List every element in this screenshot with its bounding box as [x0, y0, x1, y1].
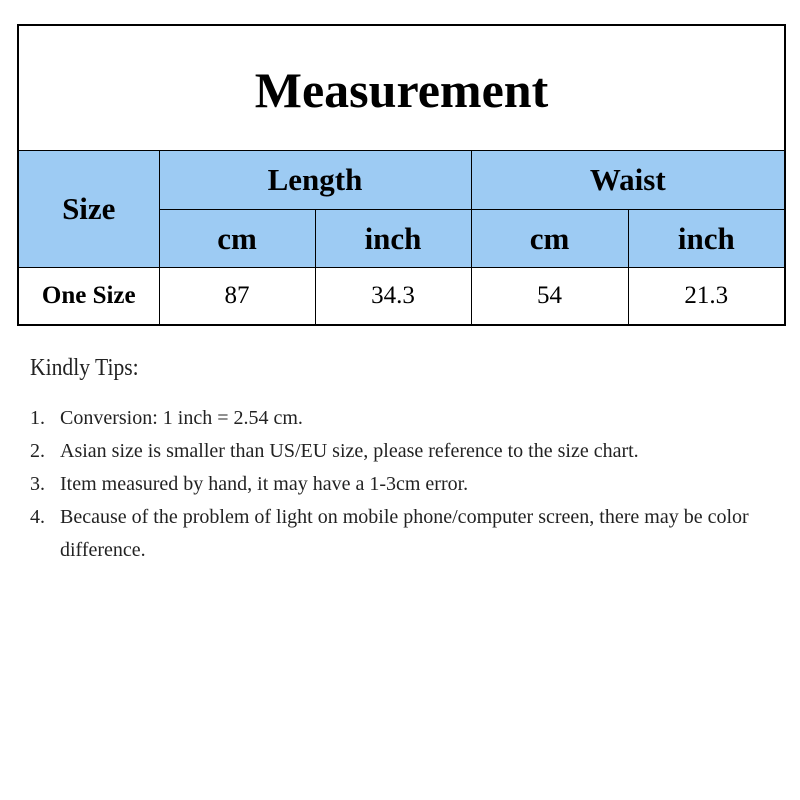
waist-cm-header: cm — [471, 210, 628, 268]
tip-text: Conversion: 1 inch = 2.54 cm. — [60, 407, 303, 429]
size-column-header: Size — [18, 151, 159, 268]
tip-text: Item measured by hand, it may have a 1-3cm error. — [60, 473, 469, 495]
title-row — [18, 25, 785, 151]
tips-section — [30, 355, 770, 567]
size-label-cell: One Size — [18, 268, 159, 326]
waist-inch-cell: 21.3 — [628, 268, 785, 326]
length-inch-cell: 34.3 — [315, 268, 471, 326]
length-cm-header: cm — [159, 210, 315, 268]
tip-number: 2. — [30, 440, 45, 462]
tip-number: 1. — [30, 407, 45, 429]
tip-item — [30, 402, 770, 435]
length-cm-cell: 87 — [159, 268, 315, 326]
table-title: Measurement — [18, 25, 785, 151]
waist-cm-cell: 54 — [471, 268, 628, 326]
tip-item — [30, 468, 770, 501]
tips-heading: Kindly Tips: — [30, 355, 139, 381]
length-inch-header: inch — [315, 210, 471, 268]
header-row-groups — [18, 151, 785, 210]
tip-number: 3. — [30, 473, 45, 495]
table-row — [18, 268, 785, 326]
waist-group-header: Waist — [471, 151, 785, 210]
tip-item — [30, 501, 770, 567]
tip-number: 4. — [30, 506, 45, 528]
tip-item — [30, 435, 770, 468]
tip-text: Because of the problem of light on mobile phone/computer screen, there may be color difference. — [60, 506, 749, 561]
length-group-header: Length — [159, 151, 471, 210]
waist-inch-header: inch — [628, 210, 785, 268]
tip-text: Asian size is smaller than US/EU size, please reference to the size chart. — [60, 440, 639, 462]
size-chart-table — [17, 24, 786, 326]
tips-list — [30, 402, 770, 567]
